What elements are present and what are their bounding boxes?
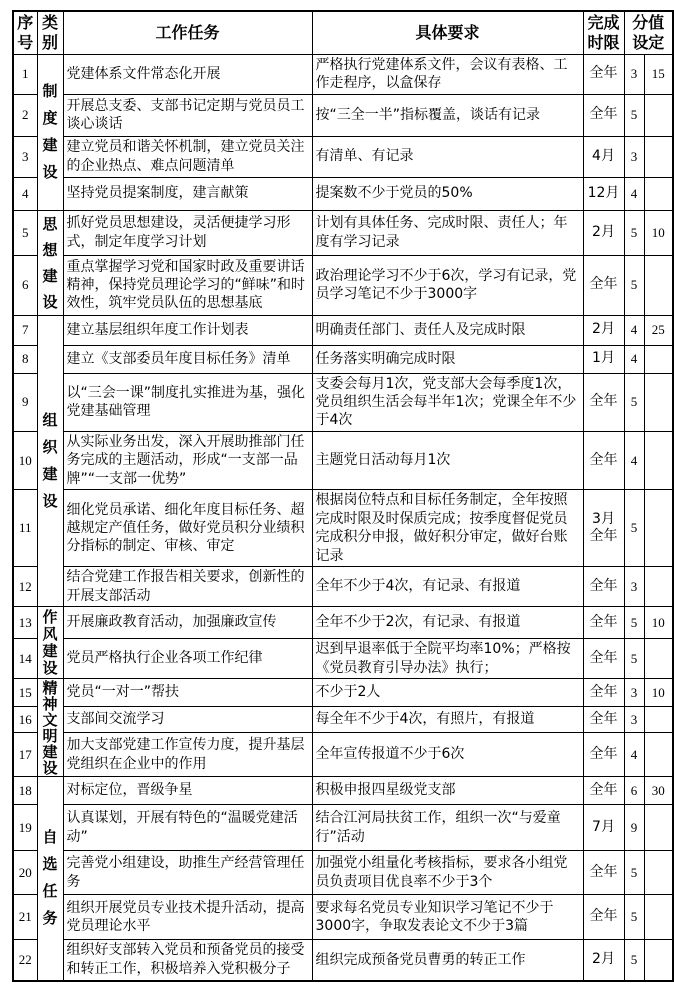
row-number-cell: 5 <box>13 210 37 255</box>
score-cell: 5 <box>624 607 644 639</box>
deadline-cell: 2月 <box>583 210 624 255</box>
table-row <box>13 177 673 210</box>
score-cell: 5 <box>624 255 644 315</box>
category-cell <box>37 607 63 679</box>
header-index <box>13 11 37 54</box>
header-requirement-label: 具体要求 <box>415 22 480 42</box>
header-category-label: 类别 <box>41 12 58 52</box>
table-row <box>13 895 673 940</box>
requirement-cell: 组织完成预备党员曹勇的转正工作 <box>312 940 583 981</box>
task-cell: 组织开展党员专业技术提升活动，提高党员理论水平 <box>63 895 312 940</box>
requirement-cell: 加强党小组量化考核指标，要求各小组党员负责项目优良率不少于3个 <box>312 851 583 895</box>
row-number-cell: 12 <box>13 567 37 607</box>
deadline-cell: 2月 <box>583 315 624 345</box>
deadline-cell: 全年 <box>583 733 624 777</box>
table-row <box>13 607 673 639</box>
category-cell <box>37 315 63 607</box>
row-number-cell: 21 <box>13 895 37 940</box>
score-cell: 3 <box>624 707 644 733</box>
score-cell: 4 <box>624 315 644 345</box>
task-cell: 开展总支委、支部书记定期与党员员工谈心谈话 <box>63 94 312 136</box>
group-score-cell <box>644 805 673 851</box>
table-row <box>13 345 673 373</box>
category-label: 精神文明建设 <box>42 678 58 777</box>
group-score-cell: 10 <box>644 679 673 707</box>
score-cell: 4 <box>624 733 644 777</box>
score-cell: 5 <box>624 373 644 431</box>
row-number-cell: 2 <box>13 94 37 136</box>
task-cell: 党员“一对一”帮扶 <box>63 679 312 707</box>
table-row <box>13 707 673 733</box>
task-cell: 建立党员和谐关怀机制，建立党员关注的企业热点、难点问题清单 <box>63 136 312 177</box>
category-cell <box>37 777 63 981</box>
table-row <box>13 851 673 895</box>
task-cell: 加大支部党建工作宣传力度，提升基层党组织在企业中的作用 <box>63 733 312 777</box>
group-score-cell <box>644 136 673 177</box>
group-score-cell <box>644 373 673 431</box>
score-cell: 5 <box>624 639 644 679</box>
row-number-cell: 20 <box>13 851 37 895</box>
score-cell: 3 <box>624 567 644 607</box>
header-requirement <box>312 11 583 54</box>
deadline-cell: 全年 <box>583 851 624 895</box>
requirement-cell: 提案数不少于党员的50% <box>312 177 583 210</box>
row-number-cell: 14 <box>13 639 37 679</box>
task-cell: 结合党建工作报告相关要求，创新性的开展支部活动 <box>63 567 312 607</box>
header-task <box>63 11 312 54</box>
table-row <box>13 54 673 94</box>
task-cell: 坚持党员提案制度，建言献策 <box>63 177 312 210</box>
requirement-cell: 政治理论学习不少于6次，学习有记录，党员学习笔记不少于3000字 <box>312 255 583 315</box>
table-row <box>13 373 673 431</box>
group-score-cell: 10 <box>644 210 673 255</box>
score-cell: 9 <box>624 805 644 851</box>
task-cell: 开展廉政教育活动，加强廉政宣传 <box>63 607 312 639</box>
task-cell: 完善党小组建设，助推生产经营管理任务 <box>63 851 312 895</box>
deadline-cell: 全年 <box>583 679 624 707</box>
row-number-cell: 8 <box>13 345 37 373</box>
category-label: 自选任务 <box>42 828 58 928</box>
score-cell: 4 <box>624 345 644 373</box>
table-body <box>13 54 673 981</box>
requirement-cell: 有清单、有记录 <box>312 136 583 177</box>
group-score-cell <box>644 177 673 210</box>
requirement-cell: 结合江河局扶贫工作，组织一次“与爱童行”活动 <box>312 805 583 851</box>
table-row <box>13 679 673 707</box>
deadline-cell: 全年 <box>583 431 624 489</box>
group-score-cell <box>644 707 673 733</box>
deadline-cell: 全年 <box>583 895 624 940</box>
group-score-cell: 25 <box>644 315 673 345</box>
group-score-cell <box>644 345 673 373</box>
deadline-cell: 全年 <box>583 54 624 94</box>
group-score-cell: 10 <box>644 607 673 639</box>
deadline-cell: 全年 <box>583 94 624 136</box>
category-label: 制度建设 <box>42 82 58 181</box>
task-cell: 抓好党员思想建设，灵活便捷学习形式，制定年度学习计划 <box>63 210 312 255</box>
task-table <box>12 10 674 982</box>
table-row <box>13 567 673 607</box>
table-row <box>13 94 673 136</box>
group-score-cell <box>644 940 673 981</box>
score-cell: 3 <box>624 136 644 177</box>
deadline-cell: 7月 <box>583 805 624 851</box>
table-row <box>13 490 673 567</box>
requirement-cell: 积极申报四星级党支部 <box>312 777 583 805</box>
score-cell: 5 <box>624 210 644 255</box>
task-cell: 支部间交流学习 <box>63 707 312 733</box>
score-cell: 5 <box>624 490 644 567</box>
requirement-cell: 主题党日活动每月1次 <box>312 431 583 489</box>
score-cell: 5 <box>624 895 644 940</box>
category-cell <box>37 210 63 315</box>
group-score-cell: 15 <box>644 54 673 94</box>
header-task-label: 工作任务 <box>155 22 220 42</box>
group-score-cell <box>644 895 673 940</box>
table-row <box>13 805 673 851</box>
requirement-cell: 根据岗位特点和目标任务制定，全年按照完成时限及时保质完成；按季度督促党员完成积分申报，做好积分审定，做好台账记录 <box>312 490 583 567</box>
table-row <box>13 255 673 315</box>
header-score-label: 分值设定 <box>632 12 665 52</box>
group-score-cell <box>644 639 673 679</box>
requirement-cell: 严格执行党建体系文件，会议有表格、工作走程序，以盒保存 <box>312 54 583 94</box>
table-row <box>13 940 673 981</box>
table-row <box>13 777 673 805</box>
table-row <box>13 639 673 679</box>
task-cell: 组织好支部转入党员和预备党员的接受和转正工作，积极培养入党积极分子 <box>63 940 312 981</box>
requirement-cell: 支委会每月1次，党支部大会每季度1次，党员组织生活会每半年1次；党课全年不少于4次 <box>312 373 583 431</box>
task-cell: 细化党员承诺、细化年度目标任务、超越规定产值任务，做好党员积分业绩积分指标的制定、审核、审定 <box>63 490 312 567</box>
row-number-cell: 22 <box>13 940 37 981</box>
score-cell: 4 <box>624 177 644 210</box>
deadline-cell: 全年 <box>583 607 624 639</box>
score-cell: 3 <box>624 679 644 707</box>
row-number-cell: 1 <box>13 54 37 94</box>
requirement-cell: 计划有具体任务、完成时限、责任人；年度有学习记录 <box>312 210 583 255</box>
row-number-cell: 15 <box>13 679 37 707</box>
task-cell: 建立《支部委员年度目标任务》清单 <box>63 345 312 373</box>
group-score-cell: 30 <box>644 777 673 805</box>
requirement-cell: 按“三全一半”指标覆盖，谈话有记录 <box>312 94 583 136</box>
deadline-cell: 全年 <box>583 255 624 315</box>
row-number-cell: 17 <box>13 733 37 777</box>
group-score-cell <box>644 94 673 136</box>
task-cell: 以“三会一课”制度扎实推进为基，强化党建基础管理 <box>63 373 312 431</box>
deadline-cell: 12月 <box>583 177 624 210</box>
group-score-cell <box>644 490 673 567</box>
group-score-cell <box>644 733 673 777</box>
row-number-cell: 3 <box>13 136 37 177</box>
deadline-cell: 3月全年 <box>583 490 624 567</box>
requirement-cell: 全年宣传报道不少于6次 <box>312 733 583 777</box>
header-deadline-label: 完成时限 <box>587 12 620 52</box>
group-score-cell <box>644 255 673 315</box>
table-row <box>13 431 673 489</box>
task-cell: 认真谋划，开展有特色的“温暖党建活动” <box>63 805 312 851</box>
header-row <box>13 11 673 54</box>
category-label: 思想建设 <box>42 214 58 311</box>
requirement-cell: 任务落实明确完成时限 <box>312 345 583 373</box>
requirement-cell: 明确责任部门、责任人及完成时限 <box>312 315 583 345</box>
score-cell: 5 <box>624 940 644 981</box>
group-score-cell <box>644 431 673 489</box>
table-row <box>13 136 673 177</box>
category-cell <box>37 54 63 210</box>
header-deadline <box>583 11 624 54</box>
header-index-label: 序号 <box>17 12 34 52</box>
requirement-cell: 迟到早退率低于全院平均率10%；严格按《党员教育引导办法》执行； <box>312 639 583 679</box>
row-number-cell: 11 <box>13 490 37 567</box>
deadline-cell: 全年 <box>583 707 624 733</box>
requirement-cell: 全年不少于2次，有记录、有报道 <box>312 607 583 639</box>
score-cell: 5 <box>624 851 644 895</box>
category-cell <box>37 679 63 777</box>
score-cell: 3 <box>624 54 644 94</box>
header-category <box>37 11 63 54</box>
deadline-cell: 1月 <box>583 345 624 373</box>
deadline-cell: 4月 <box>583 136 624 177</box>
row-number-cell: 9 <box>13 373 37 431</box>
row-number-cell: 4 <box>13 177 37 210</box>
task-cell: 党建体系文件常态化开展 <box>63 54 312 94</box>
category-label: 组织建设 <box>42 410 58 510</box>
score-cell: 6 <box>624 777 644 805</box>
table-row <box>13 210 673 255</box>
row-number-cell: 7 <box>13 315 37 345</box>
deadline-cell: 2月 <box>583 940 624 981</box>
deadline-cell: 全年 <box>583 639 624 679</box>
task-cell: 建立基层组织年度工作计划表 <box>63 315 312 345</box>
group-score-cell <box>644 851 673 895</box>
table-row <box>13 315 673 345</box>
deadline-cell: 全年 <box>583 777 624 805</box>
table-row <box>13 733 673 777</box>
requirement-cell: 全年不少于4次，有记录、有报道 <box>312 567 583 607</box>
row-number-cell: 13 <box>13 607 37 639</box>
row-number-cell: 6 <box>13 255 37 315</box>
score-cell: 5 <box>624 94 644 136</box>
row-number-cell: 19 <box>13 805 37 851</box>
category-label: 作风建设 <box>42 607 58 677</box>
row-number-cell: 16 <box>13 707 37 733</box>
requirement-cell: 每全年不少于4次，有照片，有报道 <box>312 707 583 733</box>
deadline-cell: 全年 <box>583 567 624 607</box>
requirement-cell: 不少于2人 <box>312 679 583 707</box>
requirement-cell: 要求每名党员专业知识学习笔记不少于3000字，争取发表论文不少于3篇 <box>312 895 583 940</box>
header-score <box>624 11 673 54</box>
task-cell: 从实际业务出发，深入开展助推部门任务完成的主题活动，形成“一支部一品牌”“一支部一优势” <box>63 431 312 489</box>
deadline-cell: 全年 <box>583 373 624 431</box>
task-cell: 党员严格执行企业各项工作纪律 <box>63 639 312 679</box>
task-cell: 重点掌握学习党和国家时政及重要讲话精神，保持党员理论学习的“鲜味”和时效性，筑牢党员队伍的思想基底 <box>63 255 312 315</box>
row-number-cell: 18 <box>13 777 37 805</box>
task-cell: 对标定位，晋级争星 <box>63 777 312 805</box>
row-number-cell: 10 <box>13 431 37 489</box>
score-cell: 4 <box>624 431 644 489</box>
group-score-cell <box>644 567 673 607</box>
